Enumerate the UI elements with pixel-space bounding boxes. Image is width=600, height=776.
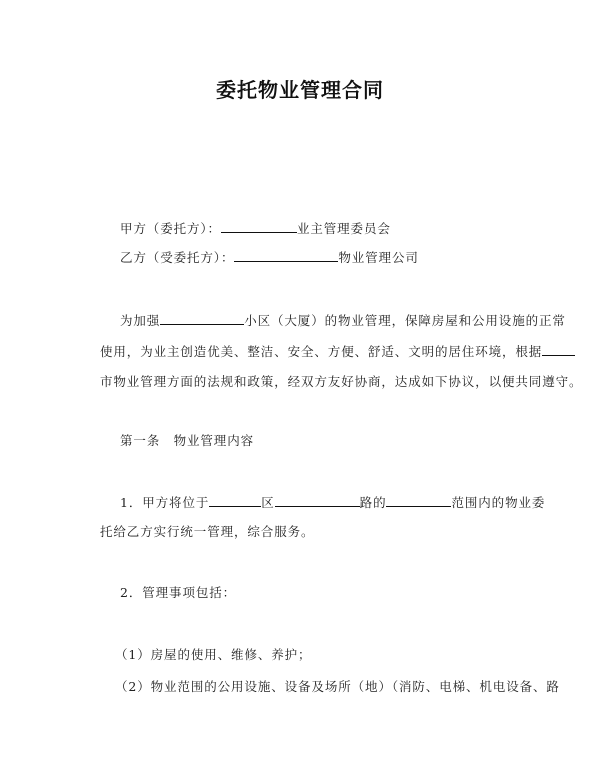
preamble-text: 小区（大厦）的物业管理，保障房屋和公用设施的正常 xyxy=(244,313,566,328)
district-blank xyxy=(209,494,261,507)
road-blank xyxy=(275,494,360,507)
item-text: 1．甲方将位于 xyxy=(120,495,210,510)
preamble-text: 为加强 xyxy=(120,313,161,328)
item-text: 范围内的物业委 xyxy=(451,495,546,510)
item-1-line-2: 托给乙方实行统一管理，综合服务。 xyxy=(100,524,315,539)
document-title: 委托物业管理合同 xyxy=(216,78,384,102)
sub-item-1: （1）房屋的使用、维修、养护； xyxy=(115,647,312,662)
article-1-heading: 第一条 物业管理内容 xyxy=(120,433,255,448)
community-blank xyxy=(160,312,244,325)
item-1-line-1 xyxy=(120,494,545,511)
party-b-blank xyxy=(234,249,338,262)
party-b-suffix: 物业管理公司 xyxy=(338,250,419,265)
preamble-line-3: 市物业管理方面的法规和政策，经双方友好协商，达成如下协议，以便共同遵守。 xyxy=(100,374,583,389)
sub-item-2: （2）物业范围的公用设施、设备及场所（地）（消防、电梯、机电设备、路 xyxy=(115,679,560,694)
preamble-line-1 xyxy=(120,312,566,329)
party-a-line xyxy=(120,220,391,237)
preamble-text: 使用，为业主创造优美、整洁、安全、方便、舒适、文明的居住环境，根据 xyxy=(100,344,543,359)
party-a-suffix: 业主管理委员会 xyxy=(296,221,391,236)
range-blank xyxy=(386,494,451,507)
party-b-label: 乙方（受委托方）： xyxy=(120,250,235,265)
party-a-label: 甲方（委托方）： xyxy=(120,221,221,236)
item-text: 区 xyxy=(261,495,275,510)
party-b-line xyxy=(120,249,419,266)
party-a-blank xyxy=(221,220,297,233)
city-blank xyxy=(542,343,575,356)
item-2: 2．管理事项包括： xyxy=(120,585,237,600)
preamble-line-2 xyxy=(100,343,575,360)
item-text: 路的 xyxy=(359,495,387,510)
